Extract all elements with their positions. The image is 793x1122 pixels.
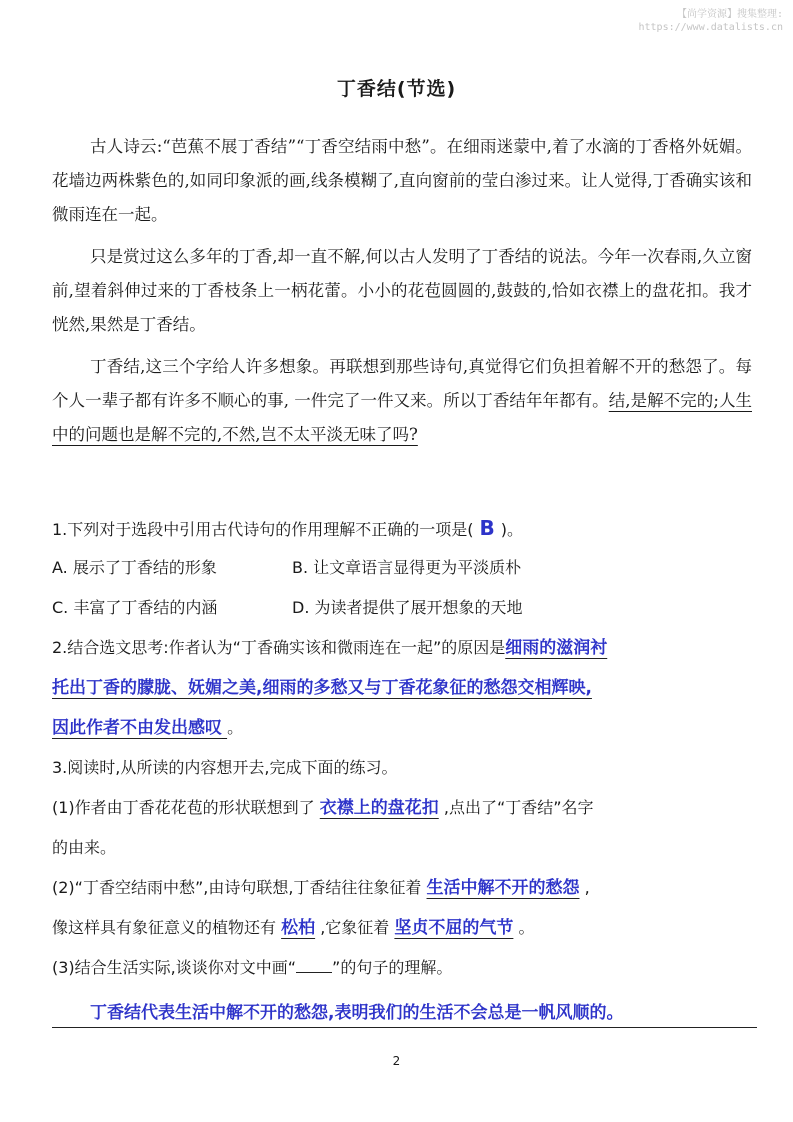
- question-3-1-answer: 衣襟上的盘花扣: [319, 798, 439, 818]
- paragraph-3-text: 丁香结,这三个字给人许多想象。再联想到那些诗句,真觉得它们负担着解不开的愁怨了。每个人一辈子都有许多不顺心的事, 一件完了一件又来。所以丁香结年年都有。: [52, 357, 752, 410]
- question-3-1: [52, 788, 757, 828]
- question-3-2: [52, 868, 757, 908]
- question-2-answer-line-3: [52, 708, 757, 748]
- question-3-2-line-2-end: 。: [518, 918, 535, 937]
- question-3-2-line-2: [52, 908, 757, 948]
- passage-paragraph-3: [52, 350, 752, 452]
- question-3-2-line-2-mid: ,它象征着: [320, 918, 390, 937]
- question-2-answer-part-1: 细雨的滋润衬: [505, 638, 608, 658]
- question-3-1-line-2: 的由来。: [52, 838, 117, 857]
- question-3-2-line-2-text: 像这样具有象征意义的植物还有: [52, 918, 277, 937]
- question-3-2-text: (2)“丁香空结雨中愁”,由诗句联想,丁香结往往象征着: [52, 878, 422, 897]
- question-3-1-after: ,点出了“丁香结”名字: [443, 798, 594, 817]
- question-2-end: 。: [227, 718, 244, 737]
- question-1-options-row-1: [52, 548, 757, 588]
- question-3-3: [52, 948, 757, 988]
- question-3-2-after: ,: [584, 878, 590, 897]
- watermark-url: https://www.datalists.cn: [638, 22, 783, 33]
- passage-paragraph-1: 古人诗云:“芭蕉不展丁香结”“丁香空结雨中愁”。在细雨迷蒙中,着了水滴的丁香格外妩媚。花墙边两株紫色的,如同印象派的画,线条模糊了,直向窗前的莹白渗过来。让人觉得,丁香确实该和微雨连在一起。: [52, 137, 752, 224]
- question-3-1-text: (1)作者由丁香花花苞的形状联想到了: [52, 798, 315, 817]
- question-1-end: )。: [500, 520, 524, 539]
- question-3-intro: 3.阅读时,从所读的内容想开去,完成下面的练习。: [52, 758, 398, 777]
- option-c: C. 丰富了丁香结的内涵: [52, 598, 218, 617]
- watermark-line-1: 【尚学资源】搜集整理:: [676, 9, 783, 20]
- page-title: 丁香结(节选): [336, 78, 457, 100]
- question-1: [52, 508, 757, 548]
- question-3-2-answer-2: 松柏: [281, 918, 316, 938]
- watermark: [639, 8, 784, 34]
- passage-paragraph-2: 只是赏过这么多年的丁香,却一直不解,何以古人发明了丁香结的说法。今年一次春雨,久立窗前,望着斜伸过来的丁香枝条上一柄花蕾。小小的花苞圆圆的,鼓鼓的,恰如衣襟上的盘花扣。我才恍然,果然是丁香结。: [52, 247, 752, 334]
- option-a: A. 展示了丁香结的形象: [52, 558, 217, 577]
- question-2-text: 2.结合选文思考:作者认为“丁香确实该和微雨连在一起”的原因是: [52, 638, 506, 657]
- question-2: [52, 628, 757, 668]
- underlined-sentence: 结,是解不完的;人生中的问题也是解不完的,不然,岂不太平淡无味了吗?: [52, 391, 752, 444]
- question-1-options-row-2: [52, 588, 757, 628]
- question-3-2-answer-3: 坚贞不屈的气节: [394, 918, 514, 938]
- question-2-answer-part-3: 因此作者不由发出感叹: [52, 718, 222, 738]
- question-3-3-answer: 丁香结代表生活中解不开的愁怨,表明我们的生活不会总是一帆风顺的。: [52, 998, 757, 1028]
- option-d: D. 为读者提供了展开想象的天地: [292, 598, 523, 617]
- question-3-2-answer: 生活中解不开的愁怨: [426, 878, 580, 898]
- questions: [52, 508, 757, 1028]
- question-2-answer-part-2: 托出丁香的朦胧、妩媚之美,细雨的多愁又与丁香花象征的愁怨交相辉映,: [52, 678, 592, 698]
- question-3-3-after: ”的句子的理解。: [332, 958, 453, 977]
- answer-blank: [296, 956, 332, 973]
- question-3-3-text: (3)结合生活实际,谈谈你对文中画“: [52, 958, 297, 977]
- option-b: B. 让文章语言显得更为平淡质朴: [292, 558, 522, 577]
- page-number: 2: [392, 1054, 401, 1068]
- passage: [52, 130, 752, 460]
- question-1-text: 1.下列对于选段中引用古代诗句的作用理解不正确的一项是(: [52, 520, 474, 539]
- question-1-answer: B: [479, 516, 495, 540]
- question-2-answer-line-2: [52, 668, 757, 708]
